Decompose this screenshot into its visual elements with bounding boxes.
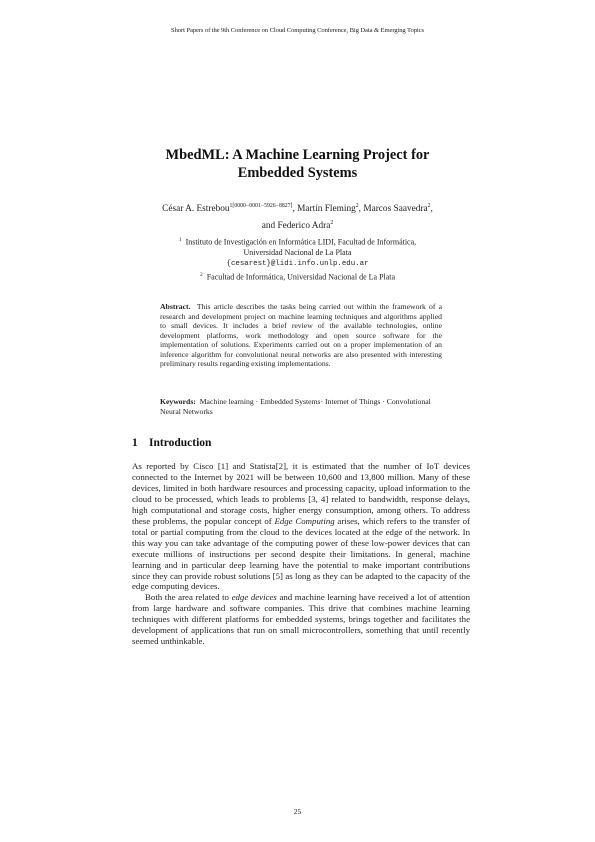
author-list bbox=[60, 199, 535, 233]
author-name: César A. Estrebou bbox=[162, 204, 230, 215]
affiliation-mark: 2 bbox=[199, 272, 203, 279]
affiliation-text: Instituto de Investigación en Informática LIDI, Facultad de Informática, bbox=[185, 237, 417, 247]
author-name: , Martín Fleming bbox=[292, 204, 356, 215]
affiliations bbox=[60, 235, 535, 284]
paragraph-1 bbox=[132, 461, 470, 592]
affiliation-text: Facultad de Informática, Universidad Nacional de La Plata bbox=[206, 272, 396, 282]
author-sup: 1[0000−0001−5926−8827] bbox=[229, 203, 293, 209]
paragraph-text: Both the area related to bbox=[145, 592, 232, 603]
running-head: Short Papers of the 9th Conference on Cloud Computing Conference, Big Data & Emerging Topics bbox=[171, 27, 424, 34]
abstract-label: Abstract. bbox=[160, 302, 191, 311]
emphasis-text: edge devices bbox=[231, 592, 277, 603]
section-heading bbox=[132, 437, 211, 449]
abstract-text: This article describes the tasks being carried out within the framework of a research and development project on machine learning techniques and algorithms applied to small devices. It includes a brief review of the available technologies, online development platforms, work methodology and open source software for the implementation of solutions. Experiments carried out on a proper implementation of an inference algorithm for convolutional neural networks are also presented with interesting preliminary results regarding existing implementations. bbox=[160, 302, 442, 369]
author-name: and Federico Adra bbox=[261, 221, 331, 232]
author-line-2 bbox=[60, 216, 535, 233]
author-line-1 bbox=[60, 199, 535, 216]
section-number: 1 bbox=[132, 437, 138, 449]
emphasis-text: Edge Computing bbox=[274, 515, 335, 526]
title-line-2: Embedded Systems bbox=[237, 165, 358, 181]
keywords-label: Keywords: bbox=[160, 397, 196, 406]
paragraph-text: As reported by Cisco [1] and Statista[2], it is estimated that the number of IoT devices connected to the Internet by 2021 will be between 10,600 and 13,800 million. Many of these devices, limited in both hardware resources and processing capacity, upload information to the cloud to be processed, which leads to problems [3, 4] related to bandwidth, response delays, high computational and storage costs, higher energy consumption, among others. To address these problems, the popular concept of bbox=[132, 461, 470, 526]
section-title: Introduction bbox=[149, 437, 212, 449]
abstract bbox=[160, 302, 442, 369]
affiliation-mark: 1 bbox=[178, 237, 182, 243]
keywords bbox=[160, 397, 442, 416]
page-number: 25 bbox=[293, 807, 302, 816]
author-name: , Marcos Saavedra bbox=[358, 204, 428, 215]
author-sup: 2 bbox=[330, 220, 334, 227]
keywords-text: Machine learning · Embedded Systems· Internet of Things · Convolutional Neural Networks bbox=[160, 397, 431, 416]
author-separator: , bbox=[430, 204, 433, 215]
paragraph-text: and machine learning have received a lot of attention from large hardware and software companies. This drive that combines machine learning techniques with different platforms for embedded systems, brings together and facilitates the development of applications that run on small microcontrollers, something that until recently seemed unthinkable. bbox=[132, 592, 470, 647]
affiliation-1 bbox=[60, 235, 535, 248]
author-sup: 2 bbox=[355, 203, 359, 209]
affiliation-email: {cesarest}@lidi.info.unlp.edu.ar bbox=[226, 260, 369, 269]
affiliation-1-university: Universidad Nacional de La Plata bbox=[243, 248, 352, 258]
paper-title bbox=[0, 146, 595, 182]
paragraph-2 bbox=[132, 592, 470, 647]
author-sup: 2 bbox=[427, 203, 431, 209]
affiliation-2 bbox=[60, 270, 535, 283]
body-text bbox=[132, 461, 470, 647]
title-line-1: MbedML: A Machine Learning Project for bbox=[165, 147, 430, 163]
paragraph-text: arises, which refers to the transfer of total or partial computing from the cloud to the devices located at the edge of the network. In this way you can take advantage of the computing power of these low-power devices that can execute millions of instructions per second despite their limitations. In general, machine learning and in particular deep learning have the potential to make important contributions since they can provide robust solutions [5] as long as they can be adapted to the capacity of the edge computing devices. bbox=[132, 515, 471, 592]
